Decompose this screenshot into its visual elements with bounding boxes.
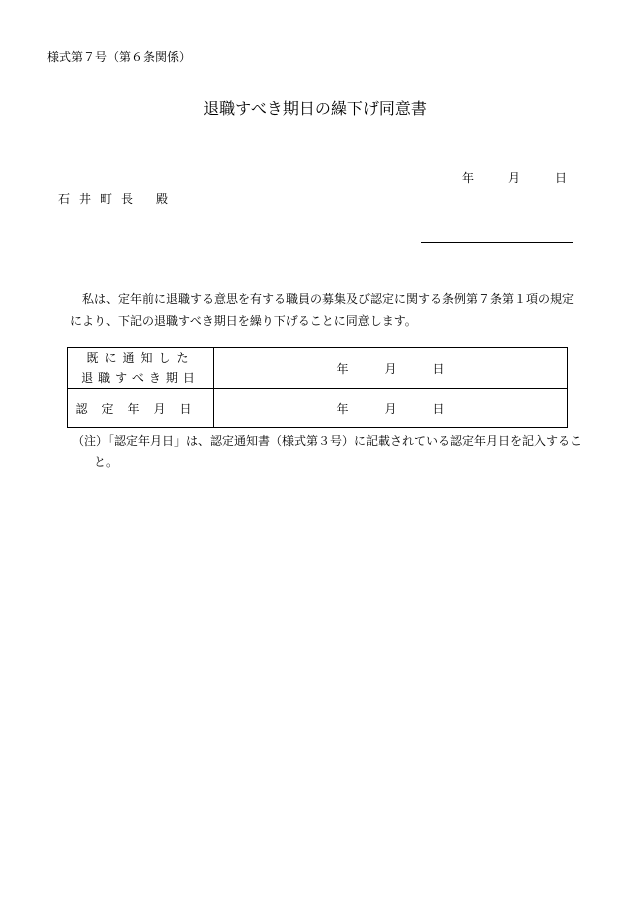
date-day-label: 日 [555, 171, 568, 185]
body-text-line-2: により、下記の退職すべき期日を繰り下げることに同意します。 [70, 314, 417, 328]
day-label: 日 [432, 361, 445, 376]
day-label: 日 [432, 401, 445, 416]
addressee [58, 190, 177, 207]
table-row [68, 389, 568, 428]
addressee-honorific: 殿 [156, 192, 178, 206]
date-year-label: 年 [462, 171, 475, 185]
signature-line [421, 242, 573, 243]
year-label: 年 [336, 401, 349, 416]
date-table [67, 347, 568, 428]
note-line-2: と。 [94, 455, 119, 469]
document-title: 退職すべき期日の繰下げ同意書 [203, 99, 427, 118]
certification-date-field[interactable] [214, 389, 568, 428]
certification-date-label [68, 389, 214, 428]
month-label: 月 [384, 401, 397, 416]
note-line-1: （注）「認定年月日」は、認定通知書（様式第３号）に記載されている認定年月日を記入するこ [72, 434, 583, 448]
form-number: 様式第７号（第６条関係） [47, 50, 192, 64]
label-text: 認定年月日 [75, 401, 206, 416]
table-row [68, 348, 568, 389]
notified-retirement-date-field[interactable] [214, 348, 568, 389]
addressee-name: 石井町長 [58, 192, 143, 206]
notified-retirement-date-label [68, 348, 214, 389]
body-text-line-1: 私は、定年前に退職する意思を有する職員の募集及び認定に関する条例第７条第１項の規定 [82, 292, 575, 306]
year-label: 年 [336, 361, 349, 376]
label-line-1: 既に通知した [86, 351, 195, 365]
label-line-2: 退職すべき期日 [81, 371, 200, 385]
date-month-label: 月 [508, 171, 521, 185]
month-label: 月 [384, 361, 397, 376]
